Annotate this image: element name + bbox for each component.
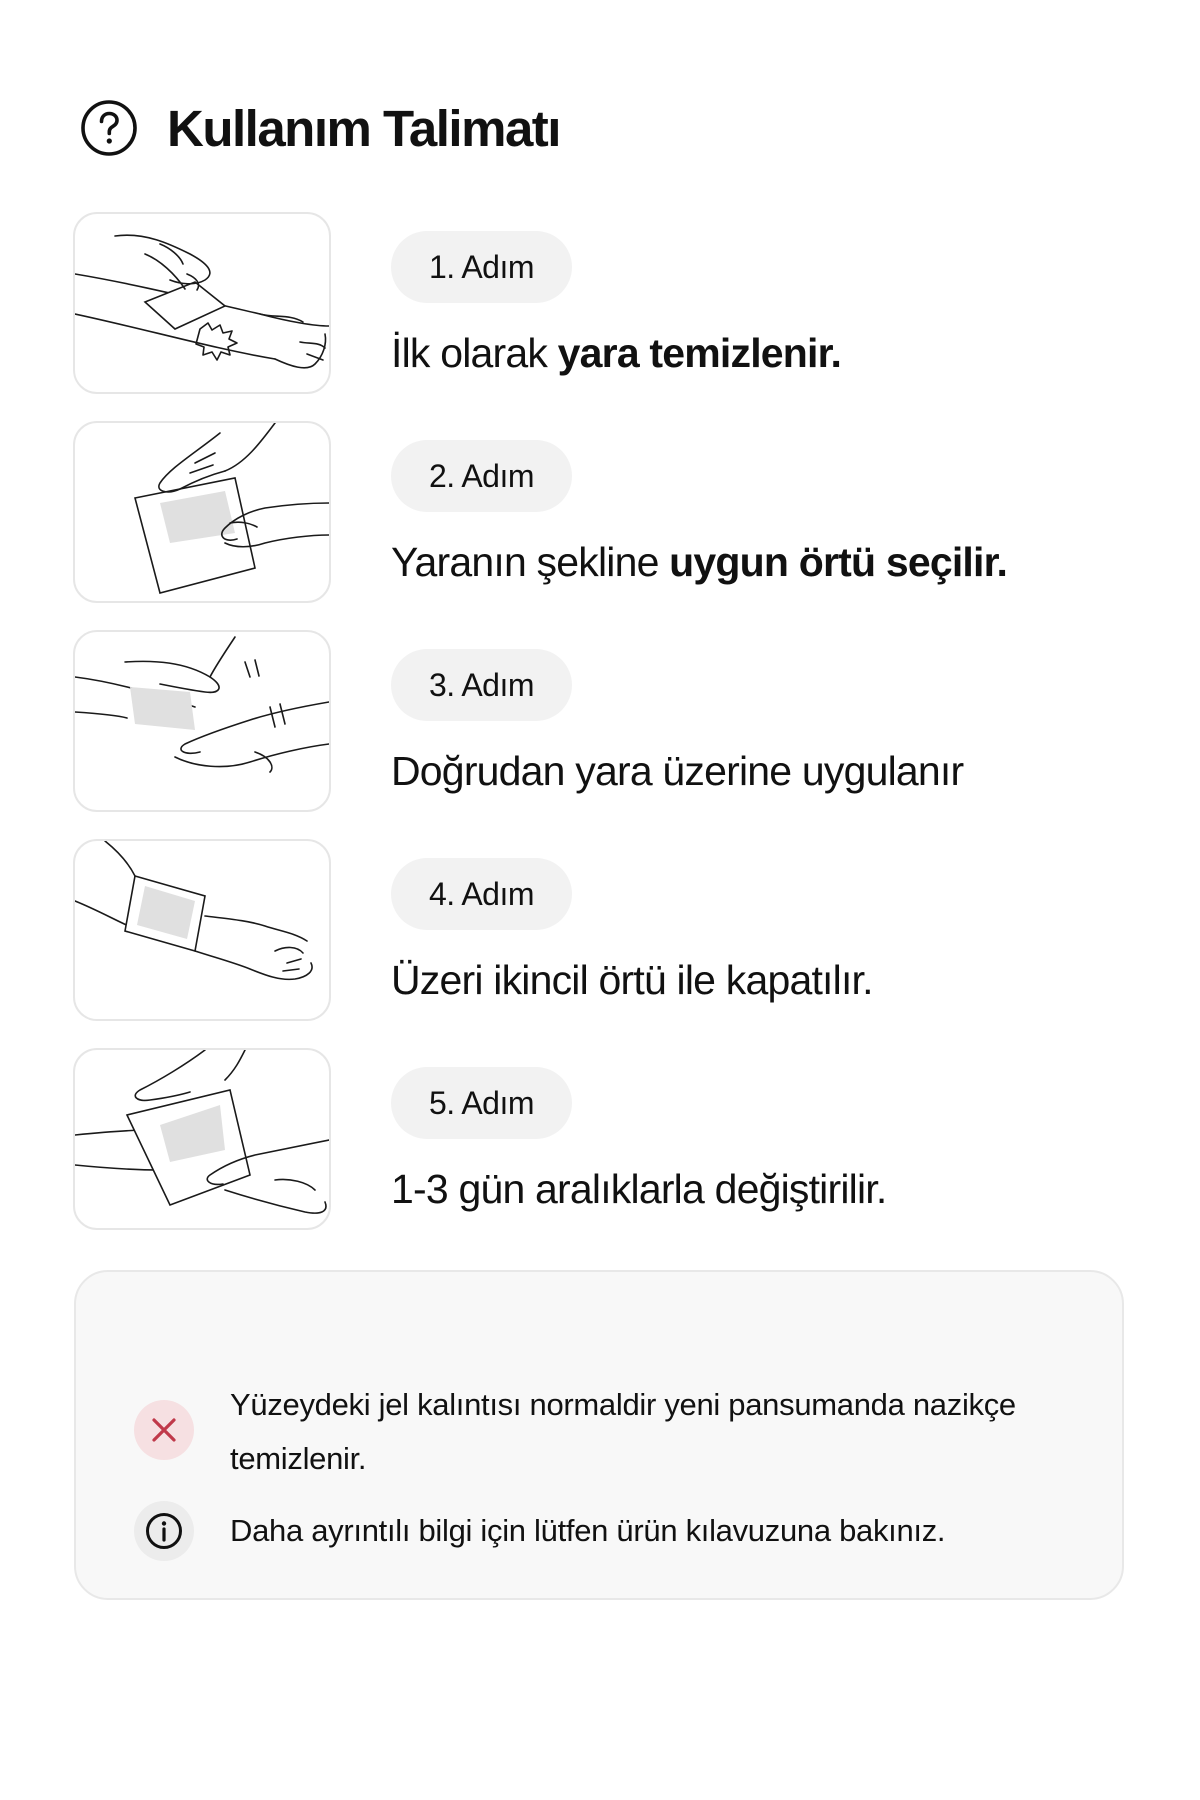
step-text: 1-3 gün aralıklarla değiştirilir.	[391, 1166, 887, 1212]
step-badge: 2. Adım	[391, 440, 572, 512]
step-3	[73, 630, 1133, 839]
warning-note-text: Yüzeydeki jel kalıntısı normaldir yeni pansumanda nazikçe temizlenir.	[230, 1387, 1016, 1476]
step-badge: 4. Adım	[391, 858, 572, 930]
close-icon	[134, 1400, 194, 1460]
info-note	[134, 1504, 1030, 1561]
covering-dressing-illustration	[73, 839, 331, 1021]
step-text: Üzeri ikincil örtü ile kapatılır.	[391, 957, 873, 1003]
step-description	[391, 1166, 886, 1213]
cleaning-wound-illustration	[73, 212, 331, 394]
question-circle-icon	[79, 98, 139, 158]
step-badge: 3. Adım	[391, 649, 572, 721]
selecting-dressing-illustration	[73, 421, 331, 603]
step-text-bold: uygun örtü seçilir.	[669, 539, 1008, 585]
step-text: Yaranın şekline	[391, 539, 670, 585]
step-description	[391, 330, 841, 377]
notes-box	[74, 1270, 1124, 1600]
step-description	[391, 957, 873, 1004]
step-badge: 1. Adım	[391, 231, 572, 303]
info-icon	[134, 1501, 194, 1561]
step-text-bold: yara temizlenir.	[557, 330, 842, 376]
applying-dressing-illustration	[73, 630, 331, 812]
step-badge: 5. Adım	[391, 1067, 572, 1139]
step-1	[73, 212, 1133, 421]
step-4	[73, 839, 1133, 1048]
warning-note	[134, 1378, 1030, 1486]
step-description	[391, 748, 963, 795]
step-text: Doğrudan yara üzerine uygulanır	[391, 748, 964, 794]
step-2	[73, 421, 1133, 630]
step-text: İlk olarak	[391, 330, 558, 376]
steps-list	[73, 212, 1133, 1257]
step-description	[391, 539, 1007, 586]
step-5	[73, 1048, 1133, 1257]
page-title: Kullanım Talimatı	[167, 99, 560, 157]
page-header	[79, 96, 560, 160]
changing-dressing-illustration	[73, 1048, 331, 1230]
info-note-text: Daha ayrıntılı bilgi için lütfen ürün kılavuzuna bakınız.	[230, 1513, 946, 1548]
